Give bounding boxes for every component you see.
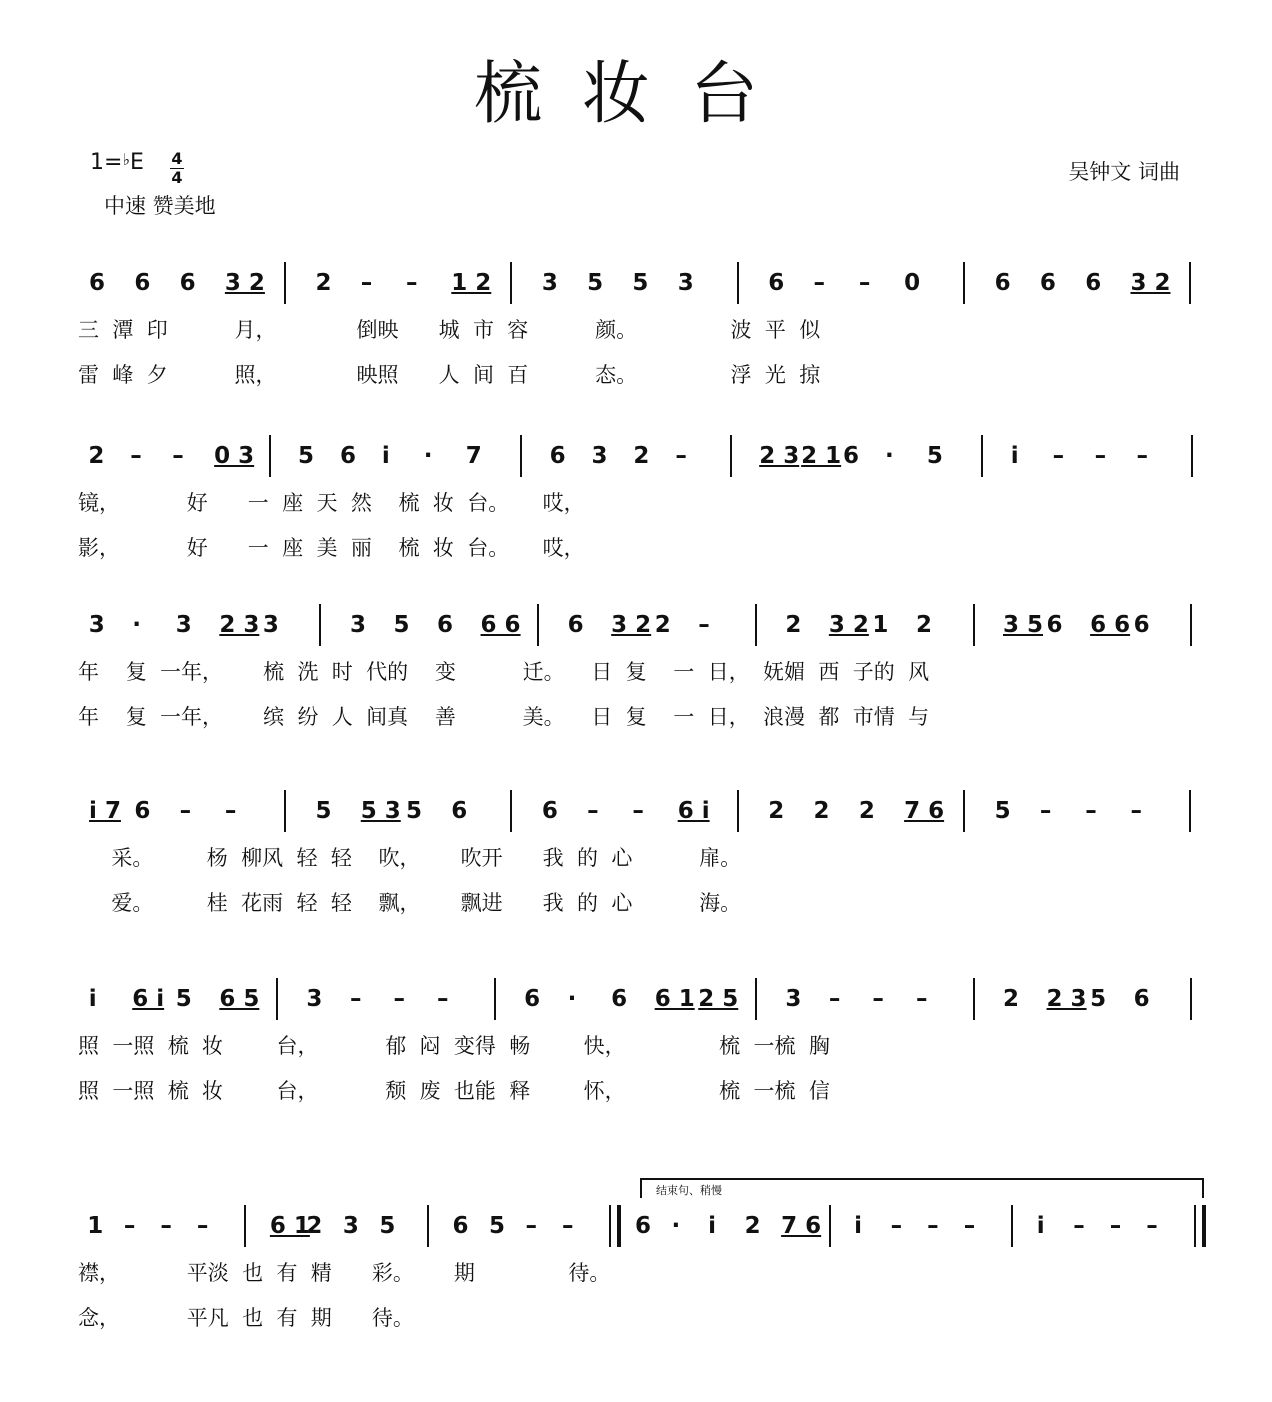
note: 5 xyxy=(1090,986,1107,1012)
note: 3 2 xyxy=(224,270,265,296)
note: 6 xyxy=(1133,612,1150,638)
barline xyxy=(973,604,975,646)
barline xyxy=(755,604,757,646)
note: – xyxy=(828,986,841,1012)
note: – xyxy=(196,1213,209,1239)
lyric-line: 影， 好 一 座 美 丽 梳 妆 台。 哎， xyxy=(78,536,585,560)
note: 2 3 xyxy=(759,443,800,469)
barline xyxy=(537,604,539,646)
note: 2 xyxy=(915,612,932,638)
barline xyxy=(319,604,321,646)
key-note: E xyxy=(129,150,144,175)
note: 6 xyxy=(1039,270,1056,296)
lyric-line: 襟， 平淡 也 有 精 彩。 期 待。 xyxy=(78,1261,611,1285)
barline xyxy=(510,262,512,304)
note: 6 6 xyxy=(480,612,521,638)
note: 2 xyxy=(315,270,332,296)
note: 5 xyxy=(379,1213,396,1239)
key-prefix: 1= xyxy=(90,150,123,175)
barline xyxy=(1190,978,1192,1020)
flat-icon: ♭ xyxy=(122,150,130,169)
barline xyxy=(510,790,512,832)
note: 2 xyxy=(306,1213,323,1239)
ending-label: 结束句、稍慢 xyxy=(656,1184,722,1197)
note: 3 xyxy=(262,612,279,638)
note: 6 xyxy=(452,1213,469,1239)
barline xyxy=(730,435,732,477)
barline xyxy=(755,978,757,1020)
note: – xyxy=(1146,1213,1158,1239)
note: 6 xyxy=(994,270,1011,296)
note: 6 xyxy=(451,798,468,824)
note: 3 xyxy=(677,270,694,296)
note: 3 2 xyxy=(611,612,652,638)
note: – xyxy=(130,443,142,469)
note: 6 xyxy=(611,986,628,1012)
lyric-line: 三 潭 印 月， 倒映 城 市 容 颜。 波 平 似 xyxy=(78,318,821,342)
note: – xyxy=(1130,798,1142,824)
note: 2 xyxy=(633,443,650,469)
note: 3 xyxy=(785,986,802,1012)
note: 2 xyxy=(768,798,785,824)
note: 6 i xyxy=(677,798,710,824)
note: 7 6 xyxy=(781,1213,822,1239)
note: – xyxy=(525,1213,537,1239)
note: – xyxy=(360,270,373,296)
key-signature xyxy=(90,150,144,175)
note: 5 xyxy=(406,798,423,824)
note: 2 xyxy=(744,1213,761,1239)
note: 6 xyxy=(843,443,860,469)
note: 1 2 xyxy=(451,270,492,296)
note: 6 xyxy=(134,798,151,824)
note: 2 1 xyxy=(801,443,842,469)
note: 3 xyxy=(342,1213,359,1239)
barline xyxy=(1194,1205,1206,1247)
barline xyxy=(269,435,271,477)
note: · xyxy=(132,612,141,638)
note: 5 xyxy=(488,1213,505,1239)
barline xyxy=(973,978,975,1020)
note: 1 xyxy=(872,612,889,638)
note: – xyxy=(1085,798,1097,824)
time-bottom: 4 xyxy=(171,168,183,187)
barline xyxy=(520,435,522,477)
note: i xyxy=(88,986,97,1012)
note: 6 xyxy=(524,986,541,1012)
note: – xyxy=(179,798,192,824)
note: 5 xyxy=(315,798,332,824)
barline xyxy=(1189,262,1191,304)
note: 5 xyxy=(994,798,1011,824)
barline xyxy=(1189,790,1191,832)
note: 5 xyxy=(587,270,604,296)
note: 0 xyxy=(904,270,921,296)
note: · xyxy=(423,443,433,469)
note: 3 2 xyxy=(1130,270,1171,296)
note: – xyxy=(915,986,928,1012)
note: · xyxy=(884,443,894,469)
note: i xyxy=(854,1213,863,1239)
note: 6 6 xyxy=(1090,612,1131,638)
barline xyxy=(609,1205,621,1247)
note: 6 xyxy=(1133,986,1150,1012)
ending-bracket xyxy=(640,1178,1204,1198)
note: 2 xyxy=(858,798,875,824)
lyric-line: 采。 杨 柳风 轻 轻 吹， 吹开 我 的 心 扉。 xyxy=(78,846,742,870)
note: 2 xyxy=(1003,986,1020,1012)
lyric-line: 念， 平凡 也 有 期 待。 xyxy=(78,1306,414,1330)
note: 2 xyxy=(654,612,671,638)
barline xyxy=(244,1205,246,1247)
barline xyxy=(737,262,739,304)
note: – xyxy=(632,798,644,824)
note: 6 xyxy=(437,612,454,638)
barline xyxy=(981,435,983,477)
lyric-line: 雷 峰 夕 照， 映照 人 间 百 态。 浮 光 掠 xyxy=(78,363,821,387)
note: · xyxy=(567,986,577,1012)
note: · xyxy=(671,1213,681,1239)
note: 6 xyxy=(541,798,558,824)
note: – xyxy=(393,986,405,1012)
barline xyxy=(284,262,286,304)
note: – xyxy=(872,986,884,1012)
note: 6 xyxy=(768,270,785,296)
note: 6 xyxy=(134,270,151,296)
barline xyxy=(284,790,286,832)
note: 6 xyxy=(1085,270,1102,296)
note: – xyxy=(437,986,449,1012)
note: – xyxy=(1109,1213,1122,1239)
barline xyxy=(963,790,965,832)
barline xyxy=(829,1205,831,1247)
tempo-marking: 中速 赞美地 xyxy=(104,194,216,218)
note: 2 3 xyxy=(1046,986,1087,1012)
lyric-line: 年 复 一年， 梳 洗 时 代的 变 迁。 日 复 一 日， 妩媚 西 子的 风 xyxy=(78,660,930,684)
note: i xyxy=(381,443,390,469)
barline xyxy=(1191,435,1193,477)
note: – xyxy=(1073,1213,1085,1239)
lyric-line: 爱。 桂 花雨 轻 轻 飘， 飘进 我 的 心 海。 xyxy=(78,891,742,915)
note: – xyxy=(1052,443,1065,469)
note: 7 xyxy=(465,443,482,469)
note: i xyxy=(1010,443,1019,469)
note: 3 2 xyxy=(828,612,869,638)
barline xyxy=(1011,1205,1013,1247)
note: 6 5 xyxy=(219,986,260,1012)
note: – xyxy=(224,798,237,824)
note: 1 xyxy=(87,1213,104,1239)
note: 6 xyxy=(549,443,566,469)
note: 7 6 xyxy=(904,798,945,824)
note: – xyxy=(587,798,599,824)
note: – xyxy=(1039,798,1052,824)
note: 3 xyxy=(306,986,323,1012)
note: 6 xyxy=(179,270,196,296)
note: – xyxy=(1136,443,1149,469)
note: 5 xyxy=(298,443,315,469)
note: 6 xyxy=(567,612,584,638)
note: 3 xyxy=(541,270,558,296)
barline xyxy=(1190,604,1192,646)
note: – xyxy=(160,1213,172,1239)
note: 3 5 xyxy=(1003,612,1044,638)
note: 6 xyxy=(1046,612,1063,638)
note: – xyxy=(813,270,826,296)
note: 6 1 xyxy=(269,1213,310,1239)
note: 3 xyxy=(88,612,105,638)
note: 2 xyxy=(813,798,830,824)
note: – xyxy=(675,443,687,469)
note: 5 3 xyxy=(360,798,401,824)
note: – xyxy=(172,443,184,469)
note: i xyxy=(708,1213,716,1239)
note: 3 xyxy=(349,612,366,638)
note: i xyxy=(1036,1213,1045,1239)
note: 3 xyxy=(591,443,608,469)
note: 6 xyxy=(635,1213,652,1239)
note: 2 5 xyxy=(698,986,739,1012)
note: 2 xyxy=(88,443,105,469)
barline xyxy=(427,1205,429,1247)
note: 6 1 xyxy=(654,986,695,1012)
note: – xyxy=(562,1213,574,1239)
note: – xyxy=(406,270,418,296)
note: 2 xyxy=(785,612,802,638)
note: – xyxy=(123,1213,136,1239)
time-top: 4 xyxy=(171,149,183,168)
note: – xyxy=(927,1213,939,1239)
barline xyxy=(494,978,496,1020)
composer-credit: 吴钟文 词曲 xyxy=(1068,160,1180,184)
note: – xyxy=(1094,443,1107,469)
lyric-line: 年 复 一年， 缤 纷 人 间真 善 美。 日 复 一 日， 浪漫 都 市情 与 xyxy=(78,705,930,729)
time-signature xyxy=(170,150,184,187)
barline xyxy=(963,262,965,304)
lyric-line: 照 一照 梳 妆 台， 郁 闷 变得 畅 快， 梳 一梳 胸 xyxy=(78,1034,830,1058)
note: i 7 xyxy=(89,798,121,824)
lyric-line: 照 一照 梳 妆 台， 颓 废 也能 释 怀， 梳 一梳 信 xyxy=(78,1079,830,1103)
note: 6 i xyxy=(132,986,165,1012)
note: 3 xyxy=(175,612,192,638)
note: 6 xyxy=(89,270,106,296)
note: 6 xyxy=(339,443,356,469)
song-title: 梳妆台 xyxy=(473,55,798,134)
lyric-line: 镜， 好 一 座 天 然 梳 妆 台。 哎， xyxy=(78,491,585,515)
note: – xyxy=(349,986,362,1012)
note: 5 xyxy=(175,986,192,1012)
note: – xyxy=(890,1213,903,1239)
note: – xyxy=(963,1213,976,1239)
note: 2 3 xyxy=(219,612,260,638)
note: – xyxy=(698,612,710,638)
note: 5 xyxy=(926,443,943,469)
barline xyxy=(276,978,278,1020)
note: 5 xyxy=(632,270,649,296)
note: 0 3 xyxy=(214,443,255,469)
note: – xyxy=(858,270,871,296)
note: 5 xyxy=(393,612,410,638)
barline xyxy=(737,790,739,832)
